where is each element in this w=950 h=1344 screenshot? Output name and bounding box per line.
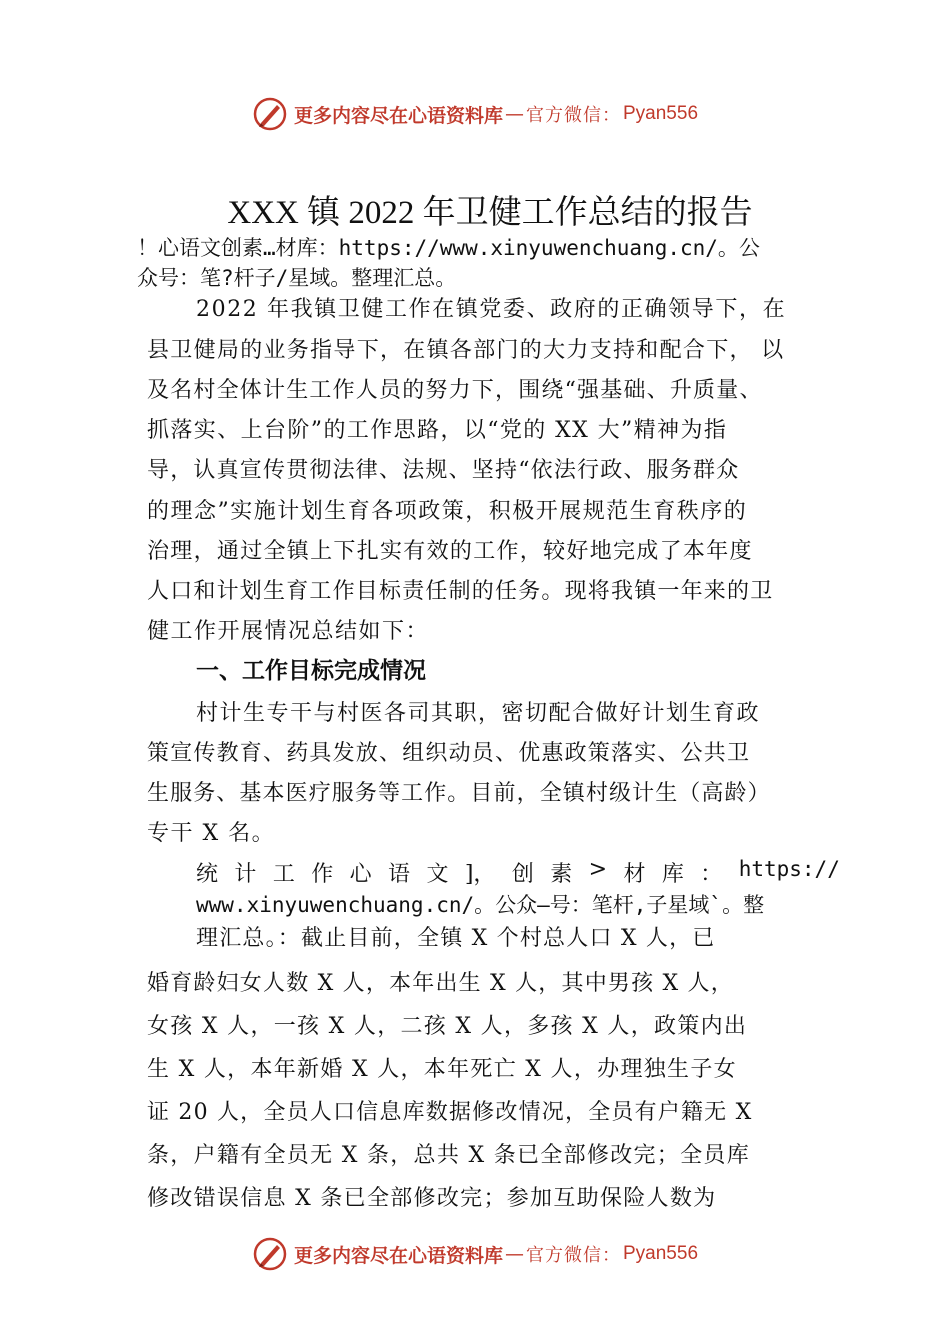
spread-char: https:// bbox=[738, 857, 840, 881]
body-line-2: 女孩 X 人，一孩 X 人，二孩 X 人，多孩 X 人，政策内出 bbox=[147, 1014, 748, 1039]
para1-line-1: 村计生专干与村医各司其职，密切配合做好计划生育政 bbox=[196, 701, 761, 726]
watermark-main-text: 更多内容尽在心语资料库 bbox=[293, 1244, 503, 1267]
spread-char: 素 bbox=[550, 862, 573, 887]
stats-line-1: www.xinyuwenchuang.cn/。公众—号：笔杆,子星域`。整 bbox=[196, 893, 765, 917]
watermark-wechat-id: Pyan556 bbox=[623, 1243, 699, 1264]
intro-line-6: 的理念”实施计划生育各项政策，积极开展规范生育秩序的 bbox=[147, 499, 748, 524]
intro-line-7: 治理，通过全镇上下扎实有效的工作，较好地完成了本年度 bbox=[147, 539, 753, 564]
watermark-banner-top bbox=[0, 92, 950, 136]
body-line-6: 修改错误信息 X 条已全部修改完；参加互助保险人数为 bbox=[147, 1186, 717, 1211]
spread-char: 工 bbox=[272, 862, 295, 887]
spread-char: 统 bbox=[196, 862, 219, 887]
spread-char: 材 bbox=[623, 862, 646, 887]
spread-char: ： bbox=[700, 862, 723, 887]
body-line-5: 条，户籍有全员无 X 条，总共 X 条已全部修改完；全员库 bbox=[147, 1143, 750, 1168]
body-line-1: 婚育龄妇女人数 X 人，本年出生 X 人，其中男孩 X 人， bbox=[147, 971, 734, 996]
source-line-1: ！心语文创素…材库：https://www.xinyuwenchuang.cn/。公 bbox=[137, 236, 760, 260]
spread-char: 创 bbox=[511, 862, 534, 887]
section-heading-1: 一、工作目标完成情况 bbox=[196, 658, 426, 684]
para1-line-4: 专干 X 名。 bbox=[147, 821, 276, 846]
intro-line-9: 健工作开展情况总结如下： bbox=[147, 619, 430, 644]
para1-line-2: 策宣传教育、药具发放、组织动员、优惠政策落实、公共卫 bbox=[147, 741, 751, 766]
pen-logo-icon bbox=[252, 96, 288, 132]
intro-line-1: 2022 年我镇卫健工作在镇党委、政府的正确领导下，在 bbox=[196, 297, 787, 322]
intro-line-3: 及名村全体计生工作人员的努力下，围绕“强基础、升质量、 bbox=[147, 378, 763, 403]
stats-spread-line bbox=[196, 857, 840, 888]
spread-char: 库 bbox=[661, 862, 684, 887]
watermark-sub-text: 官方微信： bbox=[526, 105, 621, 126]
intro-line-4: 抓落实、上台阶”的工作思路，以“党的 XX 大”精神为指 bbox=[147, 418, 728, 443]
source-line-2: 众号：笔?杆子/星域。整理汇总。 bbox=[137, 266, 457, 290]
watermark-dash: — bbox=[505, 103, 524, 125]
watermark-wechat-id: Pyan556 bbox=[623, 103, 699, 124]
pen-logo-icon bbox=[252, 1236, 288, 1272]
spread-char: > bbox=[588, 857, 608, 882]
watermark-banner-bottom bbox=[0, 1232, 950, 1276]
watermark-sub-text: 官方微信： bbox=[526, 1245, 621, 1266]
spread-char: ]， bbox=[464, 862, 496, 887]
spread-char: 心 bbox=[349, 862, 372, 887]
stats-line-2: 理汇总。：截止目前，全镇 X 个村总人口 X 人，已 bbox=[196, 926, 716, 951]
spread-char: 计 bbox=[234, 862, 257, 887]
intro-line-5: 导，认真宣传贯彻法律、法规、坚持“依法行政、服务群众 bbox=[147, 458, 740, 483]
spread-char: 文 bbox=[426, 862, 449, 887]
para1-line-3: 生服务、基本医疗服务等工作。目前，全镇村级计生（高龄） bbox=[147, 781, 771, 806]
document-title: XXX 镇 2022 年卫健工作总结的报告 bbox=[227, 195, 753, 231]
body-line-4: 证 20 人，全员人口信息库数据修改情况，全员有户籍无 X bbox=[147, 1100, 753, 1125]
intro-line-8: 人口和计划生育工作目标责任制的任务。现将我镇一年来的卫 bbox=[147, 579, 774, 604]
watermark-dash: — bbox=[505, 1243, 524, 1265]
spread-char: 作 bbox=[311, 862, 334, 887]
watermark-main-text: 更多内容尽在心语资料库 bbox=[293, 104, 503, 127]
spread-char: 语 bbox=[388, 862, 411, 887]
intro-line-2: 县卫健局的业务指导下，在镇各部门的大力支持和配合下， 以 bbox=[147, 338, 785, 363]
body-line-3: 生 X 人，本年新婚 X 人，本年死亡 X 人，办理独生子女 bbox=[147, 1057, 737, 1082]
